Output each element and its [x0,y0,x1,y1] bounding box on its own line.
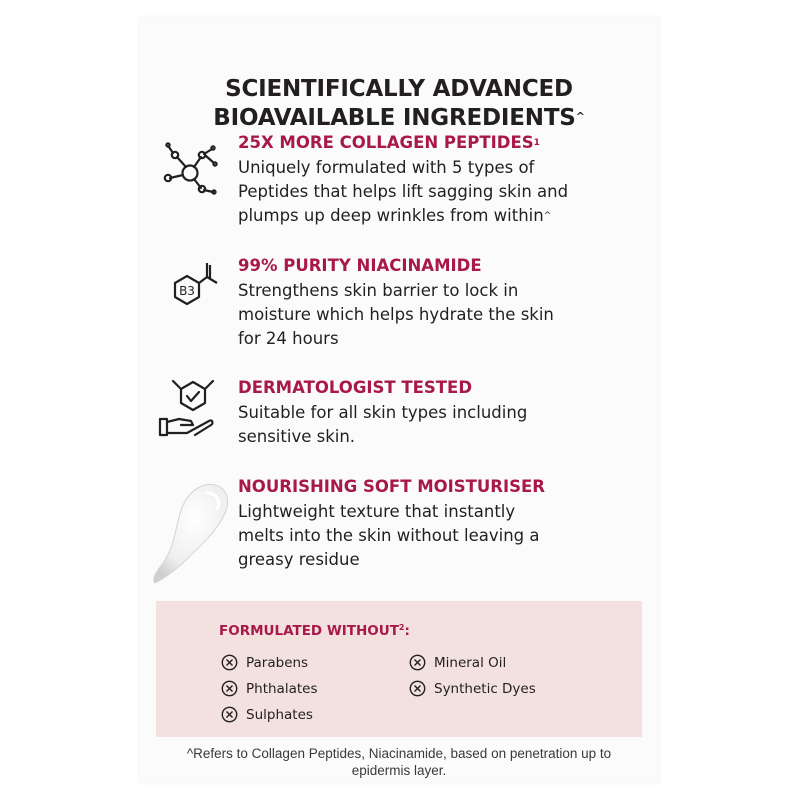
feature-description: Lightweight texture that instantly melts into the skin without leaving a greasy residue [238,502,540,569]
excluded-ingredient: Synthetic Dyes [409,680,536,697]
feature-title: 25X MORE COLLAGEN PEPTIDES$^1$ [238,133,540,152]
headline [139,75,659,133]
excluded-ingredient: Sulphates [221,706,313,723]
molecule-icon [161,137,221,195]
cream-swatch-icon [145,479,235,589]
feature-moisturiser [238,477,618,572]
formulated-without-title: FORMULATED WITHOUT$^2$: [219,623,410,639]
excluded-ingredient: Phthalates [221,680,317,697]
excluded-ingredient: Mineral Oil [409,654,506,671]
feature-title: NOURISHING SOFT MOISTURISER [238,477,546,496]
headline-line1: SCIENTIFICALLY ADVANCED [225,76,573,102]
formulated-without-panel [156,601,642,737]
feature-collagen [238,133,618,228]
b3-vitamin-icon [161,257,221,317]
b3-label: B3 [179,284,195,298]
feature-title: 99% PURITY NIACINAMIDE [238,256,482,275]
dermatologist-hand-check-icon [157,377,223,443]
footnote: ^Refers to Collagen Peptides, Niacinamide, based on penetration up to epidermis layer. [186,746,612,778]
feature-niacinamide [238,256,618,351]
cross-circle-icon [221,680,238,697]
cross-circle-icon [409,680,426,697]
feature-description: Suitable for all skin types including sensitive skin. [238,403,528,446]
feature-title: DERMATOLOGIST TESTED [238,378,473,397]
cross-circle-icon [409,654,426,671]
product-info-card [139,17,659,783]
headline-mark: ^ [575,110,585,123]
headline-line2: BIOAVAILABLE INGREDIENTS^ [213,105,585,131]
feature-description: Uniquely formulated with 5 types of Peptides that helps lift sagging skin and plumps up deep wrinkles from within^ [238,158,569,225]
excluded-ingredient: Parabens [221,654,308,671]
cross-circle-icon [221,654,238,671]
cross-circle-icon [221,706,238,723]
feature-dermatologist [238,378,618,449]
feature-description: Strengthens skin barrier to lock in moisture which helps hydrate the skin for 24 hours [238,281,554,348]
